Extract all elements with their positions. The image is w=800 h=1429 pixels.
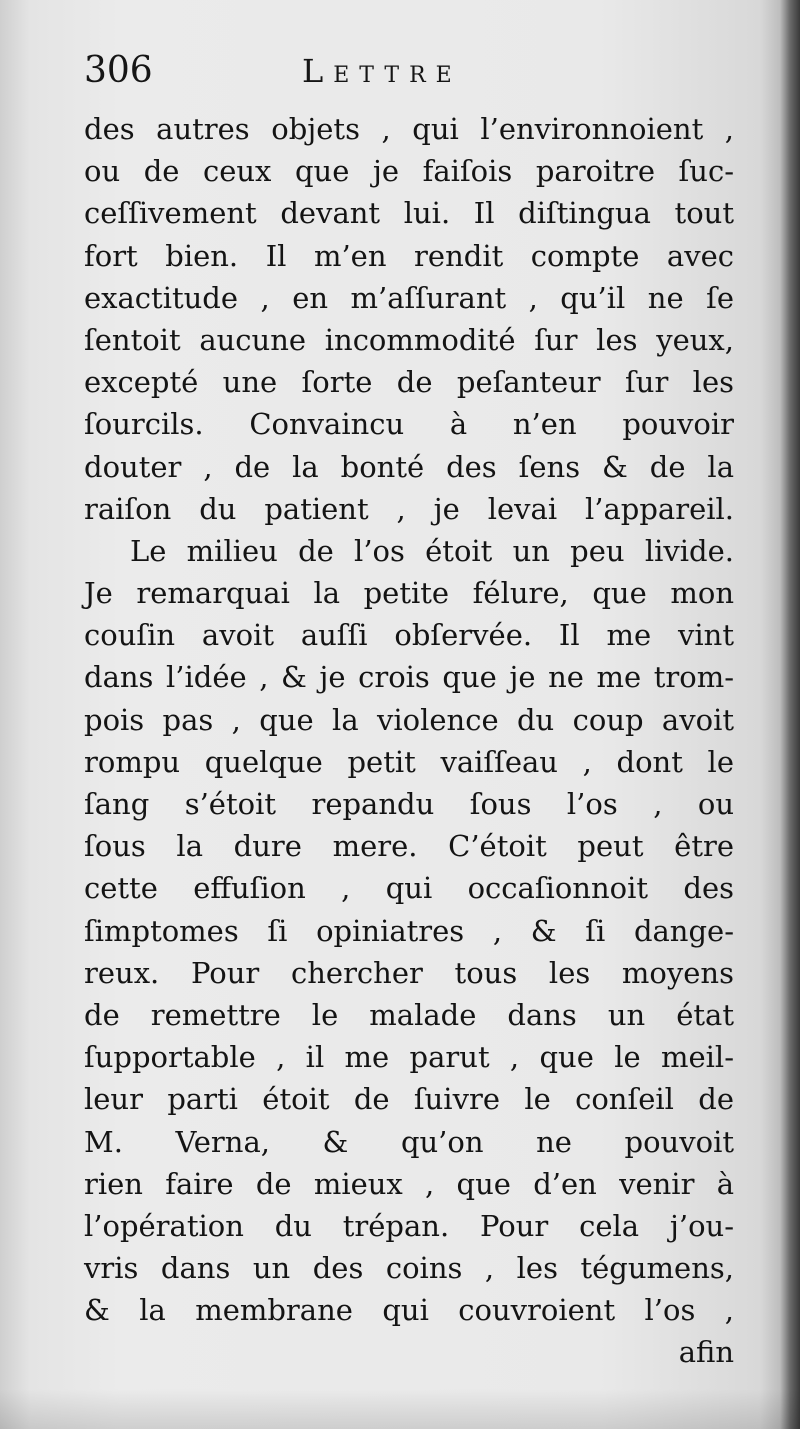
running-title: Lettre [302,52,462,90]
text-line: rompu quelque petit vaiſſeau , dont le [84,744,734,779]
text-line: ſous la dure mere. C’étoit peut être [84,829,734,864]
text-line: ſentoit aucune incommodité ſur les yeux, [84,322,734,357]
text-line: exactitude , en m’aſſurant , qu’il ne ſe [84,280,734,315]
page-shadow [0,1389,800,1429]
text-line: & la membrane qui couvroient l’os , [84,1293,734,1328]
page-header [84,50,734,100]
text-line: douter , de la bonté des ſens & de la [84,449,734,484]
text-line: ou de ceux que je faiſois paroitre ſuc- [84,154,734,189]
text-line: fort bien. Il m’en rendit compte avec [84,238,734,273]
text-line: vris dans un des coins , les tégumens, [84,1251,734,1286]
text-line: M. Verna, & qu’on ne pouvoit [84,1124,734,1159]
text-line: Je remarquai la petite félure, que mon [84,576,734,611]
catchword: afin [678,1335,734,1370]
body-text [84,108,734,1374]
paragraph-start-line: Le milieu de l’os étoit un peu livide. [130,533,734,568]
text-line: ſourcils. Convaincu à n’en pouvoir [84,407,734,442]
text-line: raiſon du patient , je levai l’appareil. [84,491,734,526]
text-line: excepté une ſorte de peſanteur ſur les [84,365,734,400]
text-line: pois pas , que la violence du coup avoit [84,702,734,737]
text-line: couſin avoit auſſi obſervée. Il me vint [84,618,734,653]
page-number: 306 [84,50,153,91]
text-line: cette effuſion , qui occaſionnoit des [84,871,734,906]
text-line: ſang s’étoit repandu ſous l’os , ou [84,787,734,821]
text-line: l’opération du trépan. Pour cela j’ou- [84,1208,734,1243]
text-line: leur parti étoit de ſuivre le conſeil de [84,1082,734,1117]
text-line: ſupportable , il me parut , que le meil- [84,1040,734,1075]
text-line: de remettre le malade dans un état [84,997,734,1032]
text-line: des autres objets , qui l’environnoient , [84,112,734,146]
text-line: reux. Pour chercher tous les moyens [84,955,734,990]
text-line: dans l’idée , & je crois que je ne me trom- [84,660,734,695]
text-line: ceſſivement devant lui. Il diſtingua tout [84,196,734,231]
text-line: rien faire de mieux , que d’en venir à [84,1166,734,1201]
text-line: ſimptomes ſi opiniatres , & ſi dange- [84,913,734,948]
